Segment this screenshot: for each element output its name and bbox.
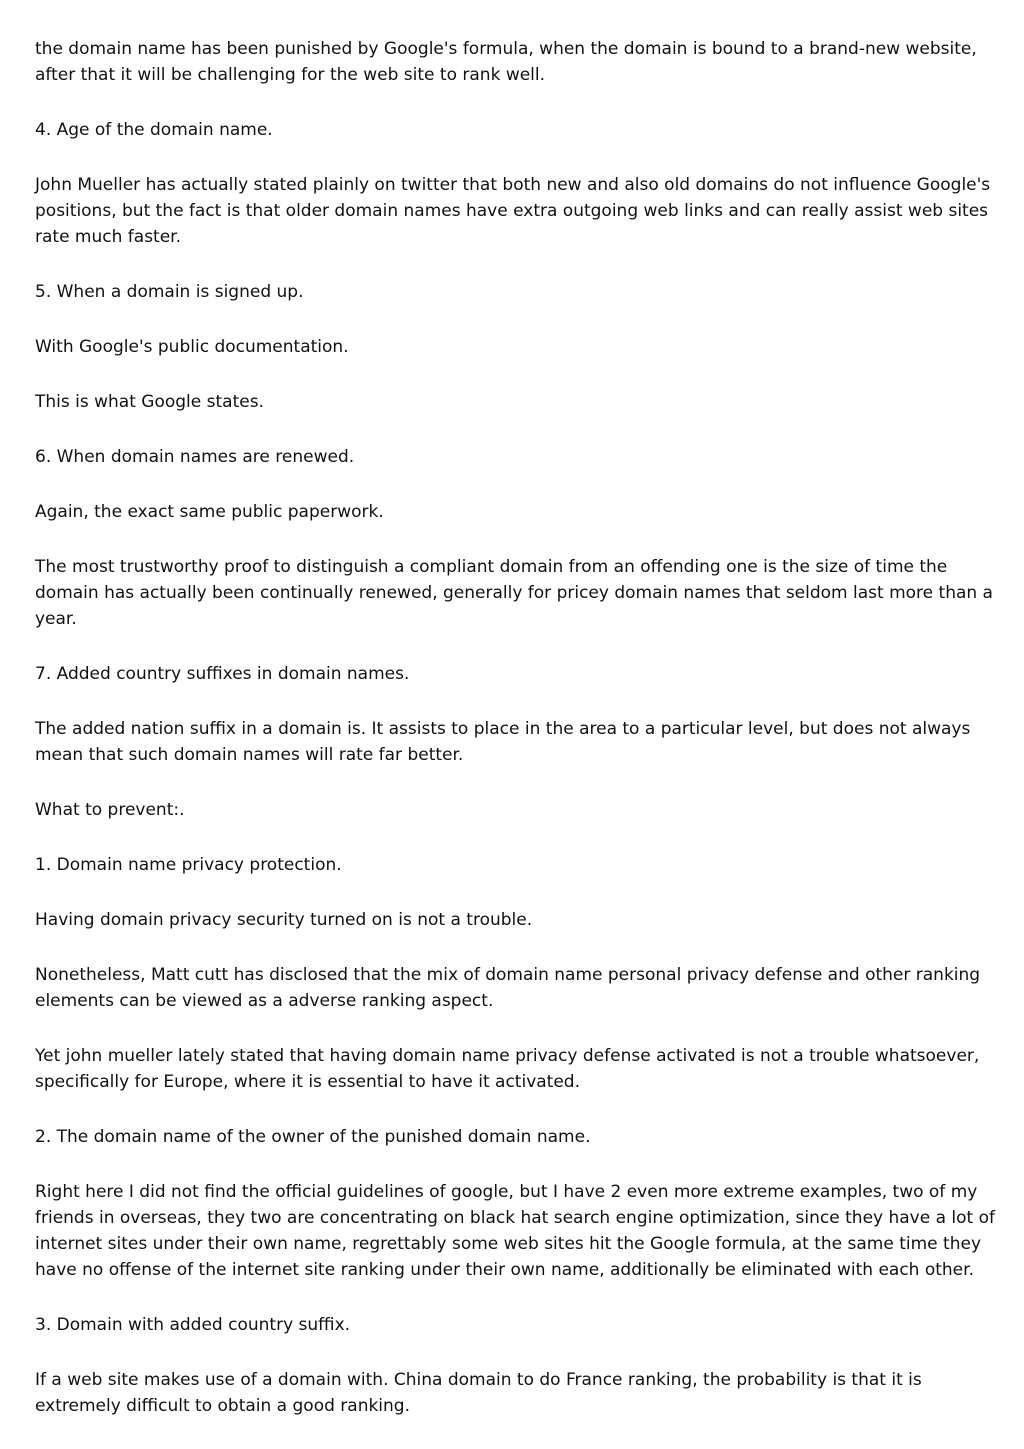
paragraph-renewal-proof: The most trustworthy proof to distinguish a compliant domain from an offending one is the size of time the domain has actually been continually renewed, generally for pricey domain names that seldom last more than a year. [35, 557, 993, 629]
paragraph-google-states: This is what Google states. [35, 392, 264, 412]
heading-added-country-suffix: 3. Domain with added country suffix. [35, 1315, 351, 1335]
heading-owner-punished-domain: 2. The domain name of the owner of the punished domain name. [35, 1127, 591, 1147]
heading-domain-age: 4. Age of the domain name. [35, 120, 273, 140]
paragraph-privacy-not-trouble: Having domain privacy security turned on is not a trouble. [35, 910, 533, 930]
document-page [35, 36, 997, 1448]
paragraph-john-mueller-age: John Mueller has actually stated plainly on twitter that both new and also old domains do not influence Google's positions, but the fact is that older domain names have extra outgoing web links and can really assist web sites rate much faster. [35, 175, 991, 247]
heading-what-to-prevent: What to prevent:. [35, 800, 185, 820]
heading-domain-signed-up: 5. When a domain is signed up. [35, 282, 304, 302]
heading-domain-renewed: 6. When domain names are renewed. [35, 447, 355, 467]
paragraph-nation-suffix: The added nation suffix in a domain is. It assists to place in the area to a particular level, but does not always mean that such domain names will rate far better. [35, 719, 971, 765]
paragraph-penalized-domain: the domain name has been punished by Google's formula, when the domain is bound to a brand-new website, after that it will be challenging for the web site to rank well. [35, 39, 977, 85]
paragraph-matt-cutt: Nonetheless, Matt cutt has disclosed that the mix of domain name personal privacy defense and other ranking elements can be viewed as a adverse ranking aspect. [35, 965, 981, 1011]
heading-country-suffixes: 7. Added country suffixes in domain names. [35, 664, 410, 684]
paragraph-john-mueller-privacy: Yet john mueller lately stated that having domain name privacy defense activated is not a trouble whatsoever, specifically for Europe, where it is essential to have it activated. [35, 1046, 980, 1092]
paragraph-black-hat-examples: Right here I did not find the official guidelines of google, but I have 2 even more extreme examples, two of my friends in overseas, they two are concentrating on black hat search engine optimization, since they have a lot of internet sites under their own name, regrettably some web sites hit the Google formula, at the same time they have no offense of the internet site ranking under their own name, additionally be eliminated with each other. [35, 1182, 996, 1280]
heading-privacy-protection: 1. Domain name privacy protection. [35, 855, 342, 875]
paragraph-same-paperwork: Again, the exact same public paperwork. [35, 502, 384, 522]
paragraph-china-domain-france: If a web site makes use of a domain with. China domain to do France ranking, the probability is that it is extremely difficult to obtain a good ranking. [35, 1370, 922, 1416]
paragraph-public-documentation: With Google's public documentation. [35, 337, 349, 357]
